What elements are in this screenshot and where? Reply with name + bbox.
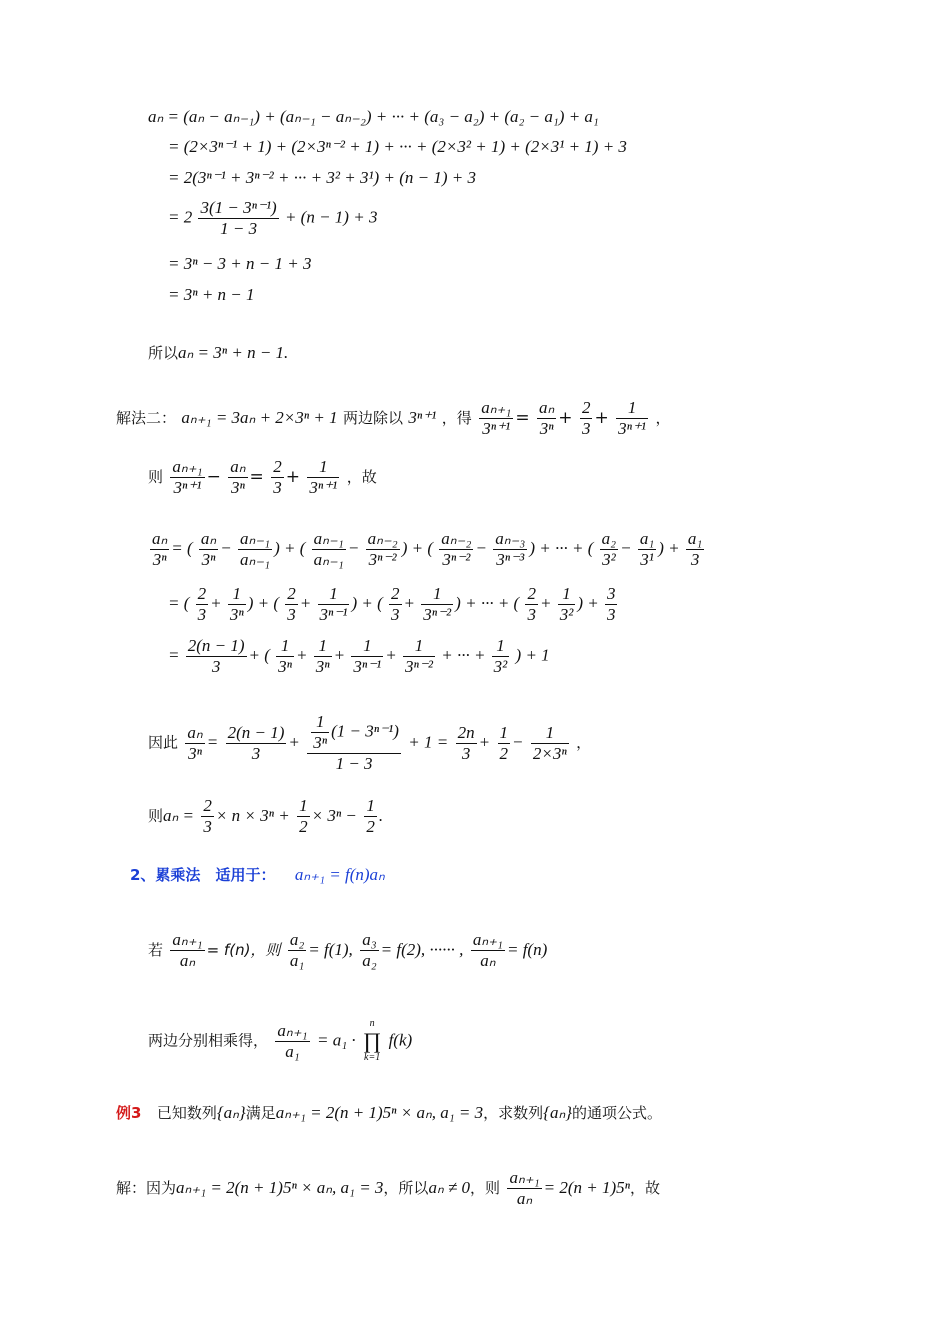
sum-line-2: = ( $\frac{2}{3}$ + $\frac{1}{\text{3ⁿ}}$ ) + ( $\frac{2}{3}$ + $\frac{1}{\text{3ⁿ⁻¹}}$ ) + ( $\frac{2}{3}$ + $\frac{1}{\text{3ⁿ⁻²}}$ ) + ··· + ( $\frac{2}{3}$ + $\frac{1}{\text{3²}}$ ) + $\frac{3}{3}$ bbox=[168, 584, 616, 624]
conclusion-1: 所以aₙ = 3ⁿ + n − 1. bbox=[148, 343, 289, 362]
eq4-suffix: + (n − 1) + 3 bbox=[284, 207, 378, 227]
multiply-line: 两边分别相乘得， $\frac{\text{aₙ₊₁}}{\text{a₁}}$ = a₁ · n ∏ k=1 f(k) bbox=[148, 1018, 413, 1063]
hence-line: 因此 $\frac{\text{aₙ}}{\text{3ⁿ}}$ = $\frac{2(n - 1)}{3}$ + $\frac{1}{\text{3ⁿ}}$ (1 − 3ⁿ⁻¹) 1 − 3 + 1 = $\frac{2n}{3}$ + $\frac{1}{2}$ − $\frac{1}{\text{2×3ⁿ}}$ ， bbox=[148, 712, 592, 773]
then-line-2: 则aₙ = $\frac{2}{3}$ × n × 3ⁿ + $\frac{1}{2}$ × 3ⁿ − $\frac{1}{2}$ . bbox=[148, 796, 384, 836]
eq-line-6: = 3ⁿ + n − 1 bbox=[168, 285, 255, 304]
sum-line-1: $\frac{\text{aₙ}}{\text{3ⁿ}}$ = ( $\frac{\text{aₙ}}{\text{3ⁿ}}$ − $\frac{\text{aₙ₋₁}}{\text{aₙ₋₁}}$ ) + ( $\frac{\text{aₙ₋₁}}{\text{aₙ₋₁}}$ − $\frac{\text{aₙ₋₂}}{\text{3ⁿ⁻²}}$ ) + ( $\frac{\text{aₙ₋₂}}{\text{3ⁿ⁻²}}$ − $\frac{\text{aₙ₋₃}}{\text{3ⁿ⁻³}}$ ) + ··· + ( $\frac{\text{a₂}}{\text{3²}}$ − $\frac{\text{a₁}}{\text{3¹}}$ ) + $\frac{\text{a₁}}{3}$ bbox=[152, 529, 703, 569]
eq4-prefix: = 2 bbox=[168, 207, 193, 227]
eq-line-5: = 3ⁿ − 3 + n − 1 + 3 bbox=[168, 254, 312, 273]
then-line-1: 则 $\frac{\text{aₙ₊₁}}{\text{3ⁿ⁺¹}}$ − $\frac{\text{aₙ}}{\text{3ⁿ}}$ = $\frac{2}{3}$ + $\frac{1}{\text{3ⁿ⁺¹}}$ ，故 bbox=[148, 457, 377, 497]
product-symbol: n ∏ k=1 bbox=[363, 1018, 382, 1063]
fraction: $\frac{\text{3(1 − 3ⁿ⁻¹)}}{1 - 3}$ bbox=[200, 198, 277, 238]
eq-line-1: aₙ = (aₙ − aₙ₋₁) + (aₙ₋₁ − aₙ₋₂) + ··· + (a₃ − a₂) + (a₂ − a₁) + a₁ bbox=[148, 107, 599, 126]
method2-line: 解法二： aₙ₊₁ = 3aₙ + 2×3ⁿ + 1 两边除以 3ⁿ⁺¹ ，得 $\frac{\text{aₙ₊₁}}{\text{3ⁿ⁺¹}}$ = $\frac{\text{aₙ}}{\text{3ⁿ}}$ + $\frac{2}{3}$ + $\frac{1}{\text{3ⁿ⁺¹}}$ ， bbox=[116, 398, 671, 438]
example-3: 例3 已知数列{aₙ}满足aₙ₊₁ = 2(n + 1)5ⁿ × aₙ, a₁ = 3，求数列{aₙ}的通项公式。 bbox=[116, 1103, 663, 1122]
if-line: 若 $\frac{\text{aₙ₊₁}}{\text{aₙ}}$ = f(n)，则 $\frac{\text{a₂}}{\text{a₁}}$ = f(1), $\frac{\text{a₃}}{\text{a₂}}$ = f(2), ······ , $\frac{\text{aₙ₊₁}}{\text{aₙ}}$ = f(n) bbox=[148, 930, 548, 970]
eq-line-3: = 2(3ⁿ⁻¹ + 3ⁿ⁻² + ··· + 3² + 3¹) + (n − 1) + 3 bbox=[168, 168, 476, 187]
sum-line-3: = $\frac{2(n - 1)}{3}$ + ( $\frac{1}{\text{3ⁿ}}$ + $\frac{1}{\text{3ⁿ}}$ + $\frac{1}{\text{3ⁿ⁻¹}}$ + $\frac{1}{\text{3ⁿ⁻²}}$ + ··· + $\frac{1}{\text{3²}}$ ) + 1 bbox=[168, 636, 550, 676]
eq-line-4 bbox=[168, 198, 377, 239]
section-2-heading: 2、累乘法 适用于： aₙ₊₁ = f(n)aₙ bbox=[130, 865, 385, 884]
solution-line: 解：因为aₙ₊₁ = 2(n + 1)5ⁿ × aₙ, a₁ = 3，所以aₙ ≠ 0，则 $\frac{\text{aₙ₊₁}}{\text{aₙ}}$ = 2(n + 1)5ⁿ，故 bbox=[116, 1168, 661, 1208]
eq-line-2: = (2×3ⁿ⁻¹ + 1) + (2×3ⁿ⁻² + 1) + ··· + (2×3² + 1) + (2×3¹ + 1) + 3 bbox=[168, 137, 627, 156]
